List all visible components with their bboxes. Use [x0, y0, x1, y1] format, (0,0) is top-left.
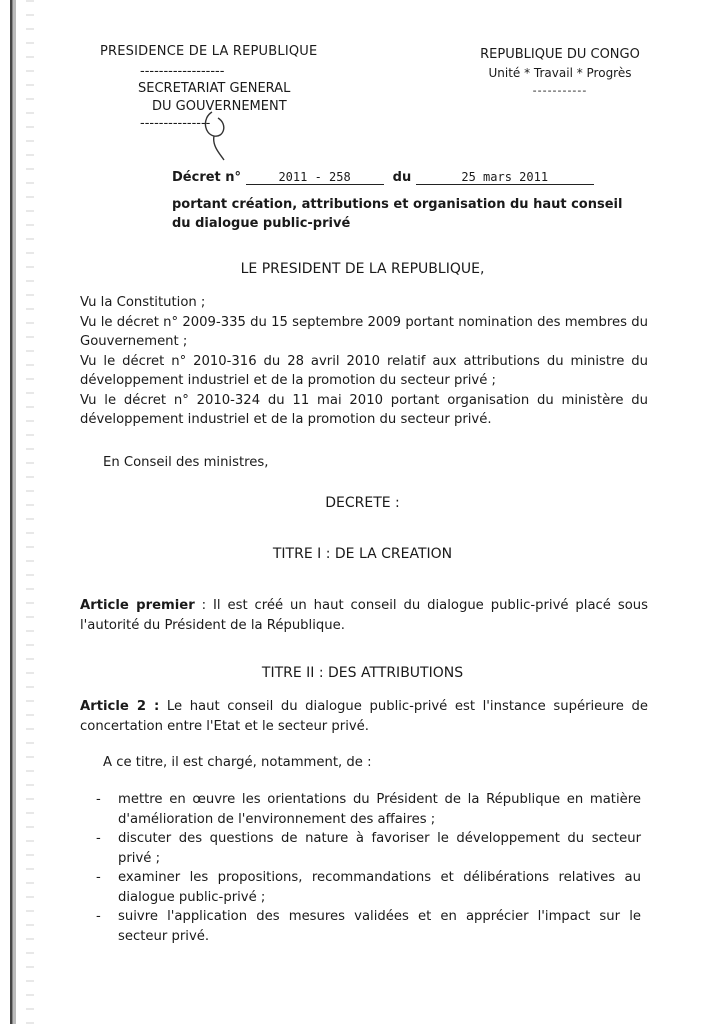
bullet-dash: -: [96, 870, 101, 885]
decree-date: 25 mars 2011: [416, 170, 594, 185]
visa-item: Vu le décret n° 2009-335 du 15 septembre 2009 portant nomination des membres du Gouvernement ;: [80, 314, 648, 349]
titre-2-heading: TITRE II : DES ATTRIBUTIONS: [261, 665, 464, 681]
divider-dashes: ---------------: [140, 116, 211, 131]
decree-reference: [172, 170, 594, 185]
mission-text: mettre en œuvre les orientations du Président de la République en matière d'amélioration de l'environnement des affaires ;: [118, 792, 641, 827]
decrete-heading: DECRETE :: [325, 495, 400, 511]
mission-text: discuter des questions de nature à favoriser le développement du secteur privé ;: [118, 831, 641, 866]
article-1-text: : Il est créé un haut conseil du dialogue public-privé placé sous l'autorité du Président de la République.: [80, 598, 648, 633]
national-motto: Unité * Travail * Progrès: [488, 66, 632, 80]
article-2-text: Le haut conseil du dialogue public-privé est l'instance supérieure de concertation entre l'Etat et le secteur privé.: [80, 699, 648, 734]
list-item: [96, 907, 641, 946]
list-item: [96, 868, 641, 907]
article-1: [80, 596, 648, 635]
visa-item: Vu le décret n° 2010-324 du 11 mai 2010 portant organisation du ministère du développement industriel et de la promotion du secteur privé.: [80, 392, 648, 427]
secretariat-line1: SECRETARIAT GENERAL: [138, 81, 291, 96]
article-2-label: Article 2 :: [80, 699, 160, 714]
presidence-title: PRESIDENCE DE LA REPUBLIQUE: [100, 44, 318, 59]
header-right: [460, 47, 660, 97]
bullet-dash: -: [96, 792, 101, 807]
decree-number: 2011 - 258: [246, 170, 384, 185]
decree-prefix: Décret n°: [172, 170, 242, 185]
subject-line1: portant création, attributions et organisation du haut conseil: [172, 197, 623, 212]
visas-block: [80, 293, 648, 430]
mission-text: suivre l'application des mesures validées et en apprécier l'impact sur le secteur privé.: [118, 909, 641, 944]
a-ce-titre-line: A ce titre, il est chargé, notamment, de :: [103, 755, 372, 770]
conseil-line: En Conseil des ministres,: [103, 455, 269, 470]
missions-list: [96, 790, 641, 946]
mission-text: examiner les propositions, recommandations et délibérations relatives au dialogue public-privé ;: [118, 870, 641, 905]
scan-left-edge: [10, 0, 16, 1024]
list-item: [96, 829, 641, 868]
secretariat-line2: DU GOUVERNEMENT: [152, 99, 287, 114]
decree-subject: [172, 195, 652, 233]
divider-dashes: -----------: [532, 84, 588, 97]
decree-du: du: [392, 170, 412, 185]
scan-edge-marks: [26, 0, 34, 1024]
article-2: [80, 697, 648, 736]
visa-item: Vu le décret n° 2010-316 du 28 avril 2010 relatif aux attributions du ministre du développement industriel et de la promotion du secteur privé ;: [80, 353, 648, 388]
bullet-dash: -: [96, 909, 101, 924]
visa-item: Vu la Constitution ;: [80, 295, 206, 310]
divider-dashes: ------------------: [140, 64, 225, 79]
subject-line2: du dialogue public-privé: [172, 216, 351, 231]
republique-title: REPUBLIQUE DU CONGO: [480, 47, 640, 62]
list-item: [96, 790, 641, 829]
article-1-label: Article premier: [80, 598, 195, 613]
header-left: [100, 44, 360, 131]
bullet-dash: -: [96, 831, 101, 846]
titre-1-heading: TITRE I : DE LA CREATION: [272, 546, 453, 562]
president-heading: LE PRESIDENT DE LA REPUBLIQUE,: [240, 261, 485, 277]
handwritten-mark-icon: [198, 104, 238, 164]
